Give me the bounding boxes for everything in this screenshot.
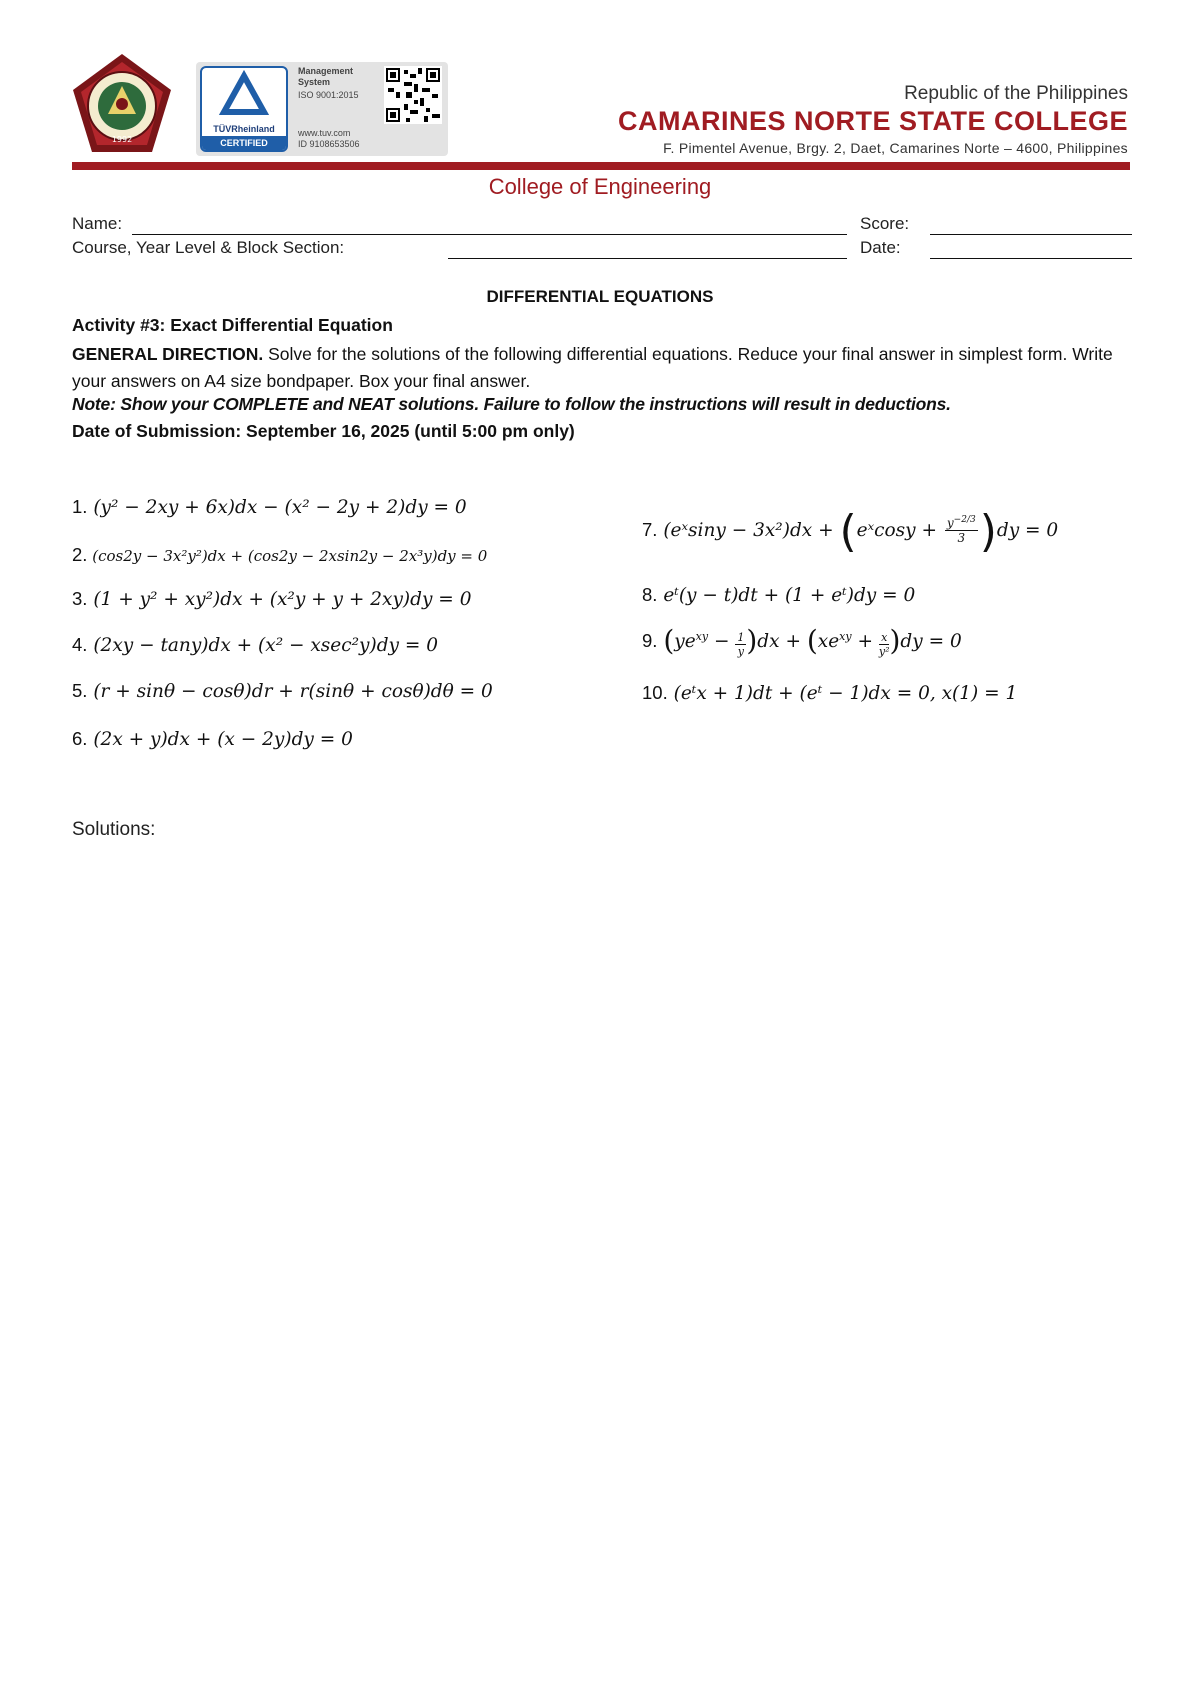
problem-3: 3. (1 + y² + xy²)dx + (x²y + y + 2xy)dy = 0 — [72, 588, 472, 610]
name-label: Name: — [72, 214, 123, 233]
qr-code-icon — [384, 66, 442, 124]
name-field-line[interactable] — [132, 234, 847, 235]
tuv-brand: TÜVRheinland — [213, 124, 275, 134]
cert-web: www.tuv.com — [298, 128, 351, 138]
tuv-certified-label: CERTIFIED — [202, 136, 286, 150]
subject-title: DIFFERENTIAL EQUATIONS — [486, 287, 714, 306]
score-field-line[interactable] — [930, 234, 1132, 235]
problem-8: 8. eᵗ(y − t)dt + (1 + eᵗ)dy = 0 — [642, 584, 916, 606]
submission-date: Date of Submission: September 16, 2025 (until 5:00 pm only) — [72, 421, 575, 441]
seal-year: 1992 — [111, 135, 133, 144]
date-field-line[interactable] — [930, 258, 1132, 259]
college-name: CAMARINES NORTE STATE COLLEGE — [617, 106, 1128, 136]
score-label: Score: — [860, 214, 910, 233]
tuv-logo — [200, 66, 288, 152]
republic-line: Republic of the Philippines — [904, 83, 1128, 104]
cert-line2: System — [298, 77, 331, 87]
problem-9: 9. ($ye^{xy}$ − $\frac{1}{y}$ )$dx + (xe^{xy}$ + $\frac{x}{\text{y²}}$ )dy = 0 — [642, 624, 962, 658]
problem-6: 6. (2x + y)dx + (x − 2y)dy = 0 — [72, 728, 353, 750]
general-direction — [72, 341, 1132, 395]
iso-certification-badge — [196, 62, 448, 156]
problem-7: 7. (eˣsiny − 3x²)dx + (eˣcosy + $\frac{y^{-2/3}}{3}$ )dy = 0 — [642, 506, 1059, 557]
problem-5: 5. (r + sinθ − cosθ)dr + r(sinθ + cosθ)dθ = 0 — [72, 680, 493, 702]
college-seal-logo — [70, 52, 174, 156]
department-title: College of Engineering — [488, 174, 712, 199]
tuv-triangle-icon — [202, 68, 286, 124]
direction-text: Solve for the solutions of the following differential equations. Reduce your final answer in simplest form. Write your answers on A4 size bondpaper. Box your final answer. — [72, 344, 1113, 391]
course-field-line[interactable] — [448, 258, 847, 259]
problem-4: 4. (2xy − tany)dx + (x² − xsec²y)dy = 0 — [72, 634, 439, 656]
problem-10: 10. (eᵗx + 1)dt + (eᵗ − 1)dx = 0, x(1) = 1 — [642, 682, 1018, 704]
date-label: Date: — [860, 238, 901, 257]
problem-2: 2. (cos2y − 3x²y²)dx + (cos2y − 2xsin2y − 2x³y)dy = 0 — [72, 544, 488, 565]
cert-line3: ISO 9001:2015 — [298, 90, 359, 100]
college-address: F. Pimentel Avenue, Brgy. 2, Daet, Camarines Norte – 4600, Philippines — [663, 140, 1128, 156]
note: Note: Show your COMPLETE and NEAT solutions. Failure to follow the instructions will result in deductions. — [72, 394, 951, 414]
activity-subtitle: Activity #3: Exact Differential Equation — [72, 315, 393, 335]
course-label: Course, Year Level & Block Section: — [72, 238, 345, 257]
cert-line1: Management — [298, 66, 354, 76]
cert-id: ID 9108653506 — [298, 139, 360, 149]
header-divider — [72, 162, 1130, 170]
solutions-label: Solutions: — [72, 819, 156, 840]
problem-1: 1. (y² − 2xy + 6x)dx − (x² − 2y + 2)dy = 0 — [72, 496, 467, 518]
direction-label: GENERAL DIRECTION. — [72, 344, 264, 364]
